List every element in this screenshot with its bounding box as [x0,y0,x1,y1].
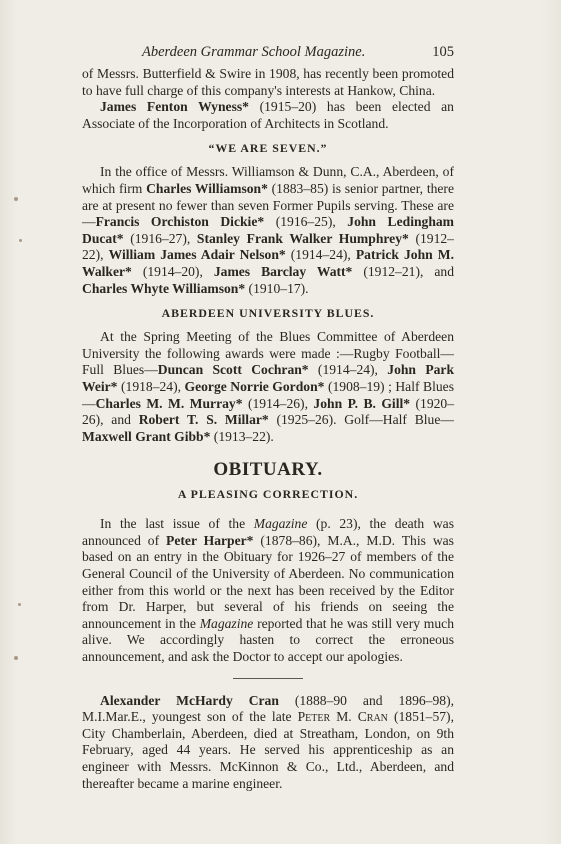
margin-mark [18,603,21,606]
paragraph-butterfield: of Messrs. Butterfield & Swire in 1908, has recently been promoted to have full charge of this company's interests at Hankow, China. [82,66,454,98]
person-name: James Barclay Watt* [213,263,353,279]
running-head [82,44,454,66]
person-name: Charles Williamson* [146,180,268,196]
paragraph-seven: In the office of Messrs. Williamson & Dunn, C.A., Aberdeen, of which firm Charles Williamson* (1883–85) is senior partner, there are at present no fewer than seven Former Pupils serving. These are —Francis Orchiston Dickie* (1916–25), John Ledingham Ducat* (1916–27), Stanley Frank Walker Humphrey* (1912–22), William James Adair Nelson* (1914–24), Patrick John M. Walker* (1914–20), James Barclay Watt* (1912–21), and Charles Whyte Williamson* (1910–17). [82,164,455,296]
person-name: Charles M. M. Murray* [95,395,243,411]
person-name: John Park Weir* [82,362,455,394]
person-name: William James Adair Nelson* [108,247,286,263]
section-heading-seven: “WE ARE SEVEN.” [208,141,328,156]
person-name: Duncan Scott Cochran* [157,362,309,378]
margin-mark [14,197,18,201]
person-name: Francis Orchiston Dickie* [95,214,265,230]
margin-mark [19,239,22,242]
person-name: Peter Harper* [166,532,254,548]
person-name: Maxwell Grant Gibb* [82,428,211,444]
margin-mark [14,656,18,660]
obituary-heading: OBITUARY. [213,459,323,481]
section-heading-correction: A PLEASING CORRECTION. [177,487,359,502]
person-name: Robert T. S. Millar* [138,412,269,428]
text-column [82,44,454,792]
paragraph-cran: Alexander McHardy Cran (1888–90 and 1896–98), M.I.Mar.E., youngest son of the late Peter M. Cran (1851–57), City Chamberlain, Aberdeen, died at Streatham, London, on 9th February, aged 44 years. He served his apprenticeship as an engineer with Messrs. McKinnon & Co., Ltd., Aberdeen, and thereafter became a marine engineer. [82,692,454,791]
divider [233,678,303,679]
paragraph-wyness: James Fenton Wyness* (1915–20) has been elected an Associate of the Incorporation of Architects in Scotland. [82,99,454,131]
person-name: Alexander McHardy Cran [100,692,279,708]
page-number: 105 [432,44,454,60]
person-name: John Ledingham Ducat* [82,214,455,246]
person-name: Stanley Frank Walker Humphrey* [196,230,409,246]
paragraph-correction: In the last issue of the Magazine (p. 23), the death was announced of Peter Harper* (1878–86), M.A., M.D. This was based on an entry in the Obituary for 1926–27 of members of the General Council of the University of Aberdeen. No communication either from this world or the next has been received by the Editor from Dr. Harper, but several of his friends on seeing the announcement in the Magazine reported that he was still very much alive. We accordingly hasten to correct the erroneous announcement, and ask the Doctor to accept our apologies. [82,516,454,665]
person-name: Charles Whyte Williamson* [82,280,246,296]
person-name: John P. B. Gill* [313,395,411,411]
section-heading-blues: ABERDEEN UNIVERSITY BLUES. [161,306,375,321]
running-title: Aberdeen Grammar School Magazine. [142,44,366,60]
paragraph-blues: At the Spring Meeting of the Blues Committee of Aberdeen University the following awards were made :—Rugby Football—Full Blues—Duncan Scott Cochran* (1914–24), John Park Weir* (1918–24), George Norrie Gordon* (1908–19) ; Half Blues—Charles M. M. Murray* (1914–26), John P. B. Gill* (1920–26), and Robert T. S. Millar* (1925–26). Golf—Half Blue—Maxwell Grant Gibb* (1913–22). [82,329,455,444]
person-name: James Fenton Wyness* [100,99,249,115]
person-name: George Norrie Gordon* [184,378,325,394]
person-name: Patrick John M. Walker* [82,247,454,279]
